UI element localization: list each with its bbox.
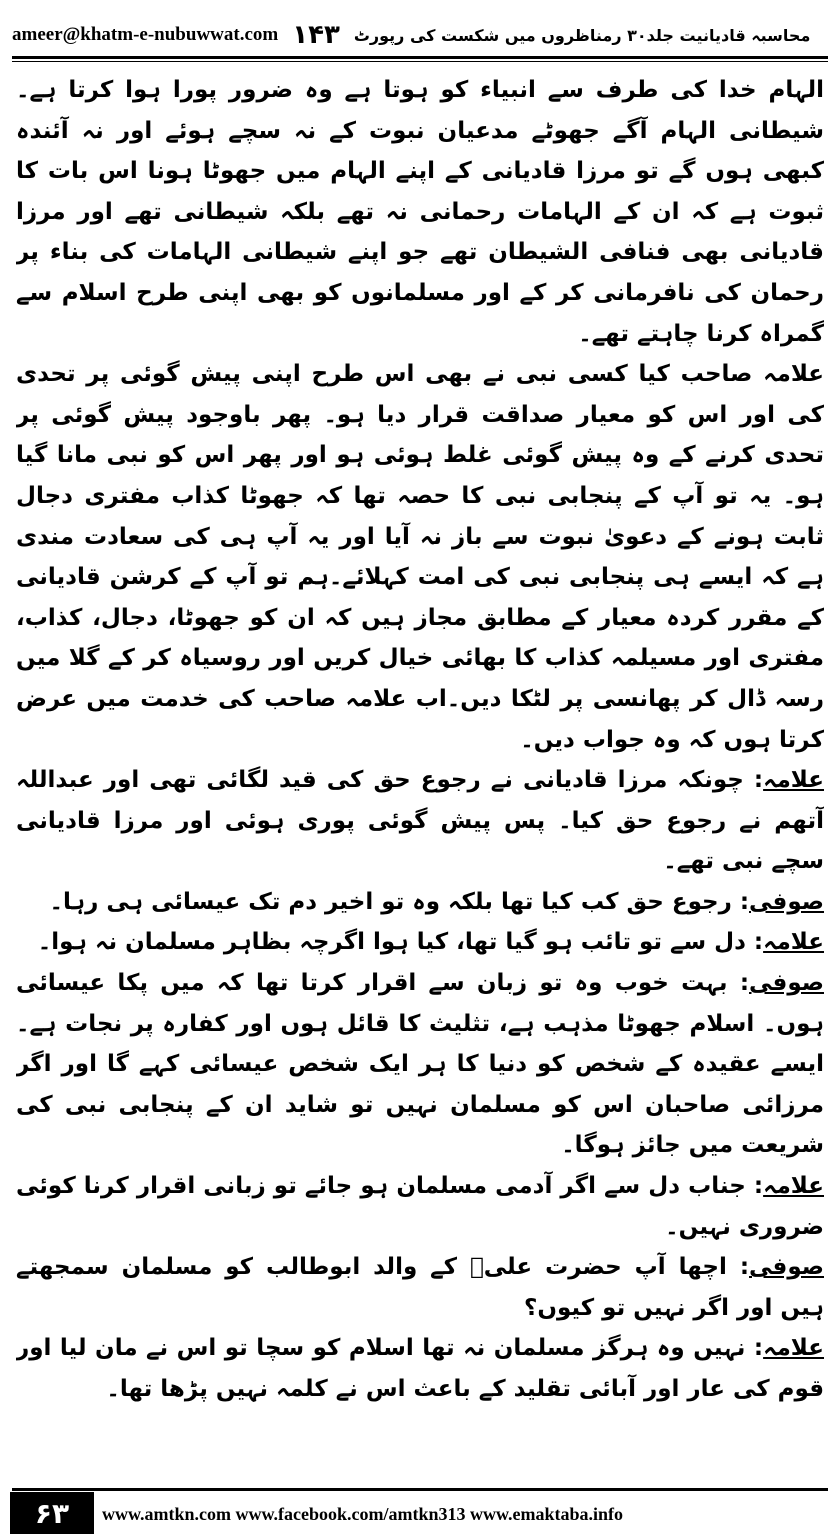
dialogue-text: : رجوع حق کب کیا تھا بلکہ وہ تو اخیر دم تک عیسائی ہی رہا۔: [49, 888, 750, 915]
dialogue-line: [16, 760, 824, 882]
header-rule: [12, 56, 828, 59]
dialogue-line: [16, 1247, 824, 1328]
paragraph-text: علامہ صاحب کیا کسی نبی نے بھی اس طرح اپنی پیش گوئی پر تحدی کی اور اس کو معیار صداقت قرار دیا ہو۔ پھر باوجود پیش گوئی پر تحدی کرنے کے وہ پیش گوئی غلط ہوئی ہو اور پھر اس کو نبی مانا گیا ہو۔ یہ تو آپ کے پنجابی نبی کا حصہ تھا کہ جھوٹا کذاب مفتری دجال ثابت ہونے کے دعویٰ نبوت سے باز نہ آیا اور یہ آپ ہی کی سعادت مندی ہے کہ ایسے ہی پنجابی نبی کی امت کہلائے۔ہم تو آپ کے کرشن قادیانی کے مقرر کردہ معیار کے مطابق مجاز ہیں کہ ان کو جھوٹا، دجال، کذاب، مفتری اور مسیلمہ کذاب کا بھائی خیال کریں اور روسیاہ کر کے گلا میں رسہ ڈال کر پھانسی پر لٹکا دیں۔اب علامہ صاحب کی خدمت میں عرض کرتا ہوں کہ وہ جواب دیں۔: [16, 361, 824, 753]
header-page-number: ۱۴۳: [292, 20, 340, 50]
speaker-label: علامہ: [763, 767, 824, 794]
dialogue-text: : چونکہ مرزا قادیانی نے رجوع حق کی قید لگائی تھی اور عبداللہ آتھم نے رجوع حق کیا۔ پس پیش گوئی پوری ہوئی اور مرزا قادیانی سچے نبی تھے۔: [16, 767, 824, 875]
header-email: ameer@khatm-e-nubuwwat.com: [12, 24, 279, 45]
dialogue-text: : بہت خوب وہ تو زبان سے اقرار کرتا تھا کہ میں پکا عیسائی ہوں۔ اسلام جھوٹا مذہب ہے، تثلیث کا قائل ہوں اور کفارہ پر نجات ہے۔ ایسے عقیدہ کے شخص کو دنیا کا ہر ایک شخص عیسائی کہے گا اور اگر مرزائی صاحبان اس کو مسلمان نہیں تو شاید ان کے پنجابی نبی کی شریعت میں جائز ہوگا۔: [16, 970, 824, 1159]
speaker-label: صوفی: [749, 970, 824, 997]
dialogue-text: : اچھا آپ حضرت علیؓ کے والد ابوطالب کو مسلمان سمجھتے ہیں اور اگر نہیں تو کیوں؟: [16, 1254, 824, 1321]
footer-websites: www.amtkn.com www.facebook.com/amtkn313 www.emaktaba.info: [102, 1504, 623, 1524]
page-header: [12, 18, 828, 52]
dialogue-line: [16, 963, 824, 1166]
page-footer: [0, 1488, 840, 1540]
dialogue-line: [16, 1166, 824, 1247]
speaker-label: علامہ: [763, 1335, 824, 1362]
dialogue-line: [16, 882, 824, 923]
dialogue-text: : جناب دل سے اگر آدمی مسلمان ہو جائے تو زبانی اقرار کرنا کوئی ضروری نہیں۔: [16, 1173, 824, 1240]
paragraph: [16, 70, 824, 354]
dialogue-text: : دل سے تو تائب ہو گیا تھا، کیا ہوا اگرچہ بظاہر مسلمان نہ ہوا۔: [37, 929, 764, 956]
footer-rule: [12, 1488, 828, 1491]
footer-page-number: ۶۳: [10, 1492, 94, 1534]
dialogue-line: [16, 1328, 824, 1409]
header-rule-thin: [12, 61, 828, 62]
speaker-label: علامہ: [763, 929, 824, 956]
speaker-label: علامہ: [763, 1173, 824, 1200]
dialogue-text: : نہیں وہ ہرگز مسلمان نہ تھا اسلام کو سچا تو اس نے مان لیا اور قوم کی عار اور آبائی تقلید کے باعث اس نے کلمہ نہیں پڑھا تھا۔: [16, 1335, 824, 1402]
speaker-label: صوفی: [749, 1254, 824, 1281]
header-title: محاسبہ قادیانیت جلد۳۰ رمناظروں میں شکست کی رپورٹ: [353, 25, 811, 45]
dialogue-line: [16, 922, 824, 963]
speaker-label: صوفی: [749, 888, 824, 915]
paragraph-text: الہام خدا کی طرف سے انبیاء کو ہوتا ہے وہ ضرور پورا ہوا کرتا ہے۔شیطانی الہام آگے جھوٹے مدعیان نبوت کے نہ سچے ہوئے اور نہ آئندہ کبھی ہوں گے تو مرزا قادیانی کے اپنے الہام میں جھوٹا ہونا اس بات کا ثبوت ہے کہ ان کے الہامات رحمانی نہ تھے بلکہ شیطانی تھے اور مرزا قادیانی بھی فنافی الشیطان تھے جو اپنے شیطانی الہامات کی بناء پر رحمان کی نافرمانی کر کے اور مسلمانوں کو بھی اپنی طرح اسلام سے گمراہ کرنا چاہتے تھے۔: [16, 77, 824, 347]
page-body: [16, 70, 824, 1460]
paragraph: [16, 354, 824, 760]
